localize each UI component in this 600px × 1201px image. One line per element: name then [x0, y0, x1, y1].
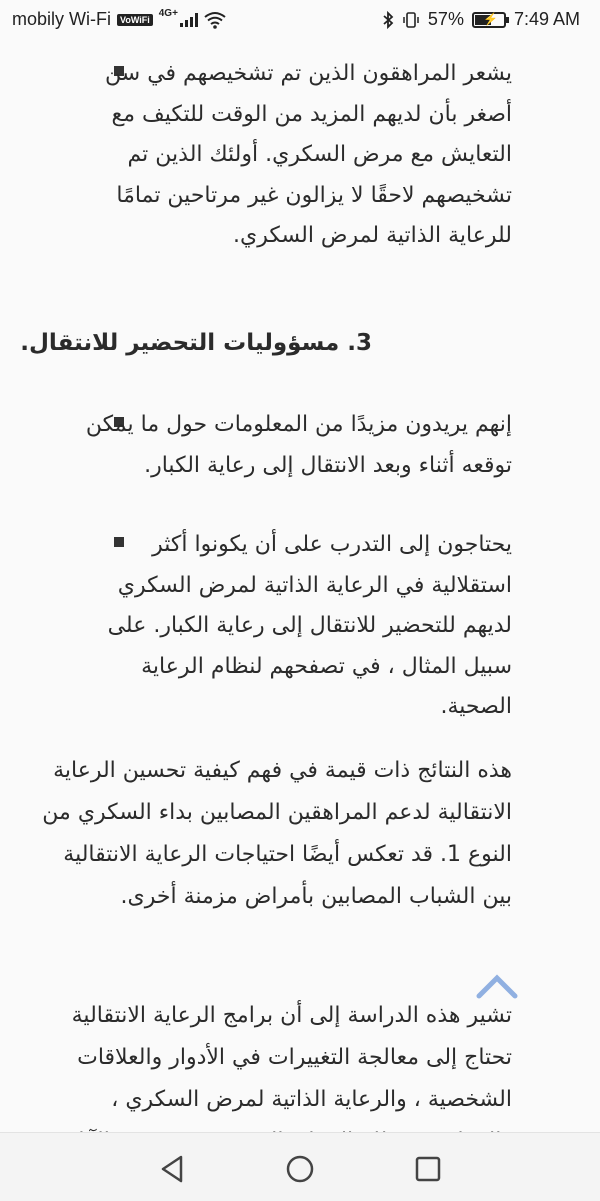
- vowifi-badge: VoWiFi: [117, 14, 153, 26]
- status-right: [382, 9, 580, 30]
- vibrate-icon: [402, 11, 420, 29]
- network-type: 4G+: [158, 8, 178, 19]
- carrier-label: mobily Wi-Fi: [12, 9, 111, 29]
- list-item-text: يحتاجون إلى التدرب على أن يكونوا أكثر استقلالية في الرعاية الذاتية لمرض السكري لديهم للتحضير للانتقال إلى رعاية الكبار. على سبيل المثال ، في تصفحهم لنظام الرعاية الصحية.: [107, 532, 512, 719]
- system-nav-bar: [0, 1132, 600, 1201]
- wifi-icon: [204, 11, 226, 29]
- paragraph: هذه النتائج ذات قيمة في فهم كيفية تحسين الرعاية الانتقالية لدعم المراهقين المصابين بداء السكري من النوع 1. قد تعكس أيضًا احتياجات الرعاية الانتقالية بين الشباب المصابين بأمراض مزمنة أخرى.: [42, 758, 512, 909]
- bluetooth-icon: [382, 11, 394, 29]
- clock: 7:49 AM: [513, 9, 580, 29]
- square-recent-icon[interactable]: [410, 1151, 446, 1187]
- article-viewport[interactable]: [0, 40, 600, 1132]
- circle-home-icon[interactable]: [282, 1151, 318, 1187]
- signal-icon: [180, 13, 198, 27]
- battery-icon: [472, 12, 506, 28]
- section-heading: 3. مسؤوليات التحضير للانتقال.: [20, 330, 372, 356]
- list-item-text: يشعر المراهقون الذين تم تشخيصهم في سن أصغر بأن لديهم المزيد من الوقت للتكيف مع التعايش مع مرض السكري. أولئك الذين تم تشخيصهم لاحقًا لا يزالون غير مرتاحين تمامًا للرعاية الذاتية لمرض السكري.: [105, 61, 512, 248]
- battery-percent: 57%: [427, 9, 464, 29]
- triangle-back-icon[interactable]: [155, 1151, 191, 1187]
- list-item-text: إنهم يريدون مزيدًا من المعلومات حول ما يمكن توقعه أثناء وبعد الانتقال إلى رعاية الكبار.: [85, 412, 512, 478]
- chevron-up-icon[interactable]: [475, 970, 519, 1000]
- charging-bolt-icon: ⚡: [482, 11, 498, 26]
- paragraph: تشير هذه الدراسة إلى أن برامج الرعاية الانتقالية تحتاج إلى معالجة التغييرات في الأدوار والعلاقات الشخصية ، والرعاية الذاتية لمرض السكري ،: [71, 1003, 512, 1112]
- status-bar: [0, 0, 600, 40]
- status-left: [12, 9, 226, 30]
